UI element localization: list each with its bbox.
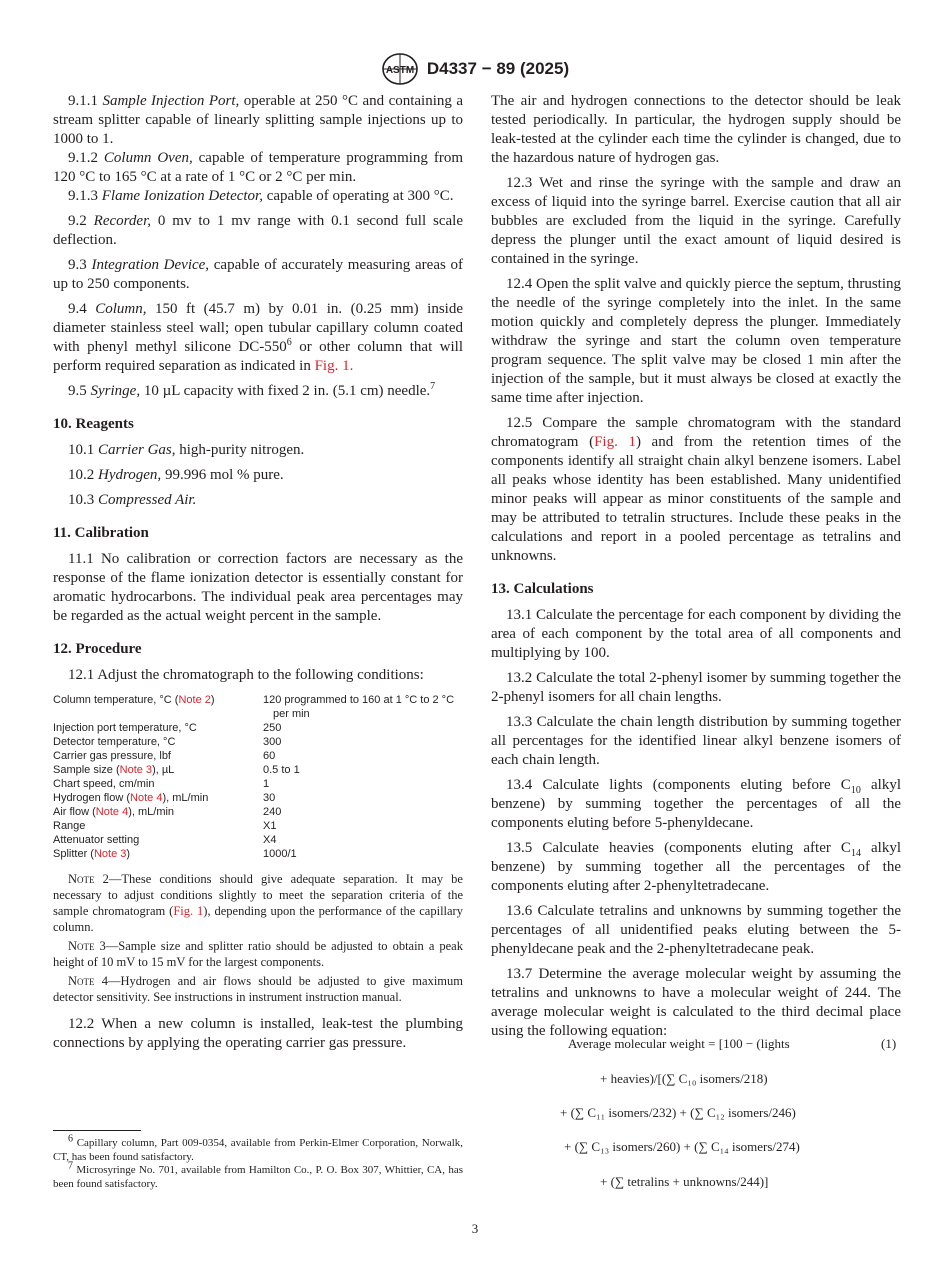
note-3: Note 3—Sample size and splitter ratio should be adjusted to obtain a peak height of 10 mV to 15 mV for the largest components.: [53, 939, 463, 969]
condition-value: X1: [263, 820, 277, 832]
condition-value: 240: [263, 806, 282, 818]
condition-label: Attenuator setting: [53, 834, 140, 846]
section-13-3: 13.3 Calculate the chain length distribution by summing together all percentages for the identified linear alkyl benzene isomers of each chain length.: [491, 714, 901, 768]
note-ref-link[interactable]: Note 4: [95, 806, 129, 818]
heading-calculations: 13. Calculations: [491, 581, 594, 597]
fig-1-link[interactable]: Fig. 1.: [314, 358, 354, 374]
note-ref-link[interactable]: Note 3: [119, 764, 153, 776]
condition-label: Carrier gas pressure, lbf: [53, 750, 171, 762]
condition-row: [53, 819, 463, 833]
section-12-1: 12.1 Adjust the chromatograph to the following conditions:: [68, 667, 424, 683]
condition-value: 250: [263, 722, 282, 734]
condition-label: Sample size (Note 3), µL: [53, 764, 175, 776]
section-9-3: 9.3 Integration Device, capable of accurately measuring areas of up to 250 components.: [53, 257, 464, 292]
footnote-7: $^7$ Microsyringe No. 701, available from Hamilton Co., P. O. Box 307, Whittier, CA, has been found satisfactory.: [53, 1160, 464, 1190]
section-12-5: 12.5 Compare the sample chromatogram with the standard chromatogram (Fig. 1) and from the retention times of the components identify all straight chain alkyl benzene isomers. Label all peaks whose identity has been established. Many unidentified minor peaks will appear as minor constituents of the sample and may be attributed to tetralin structures. Include these peaks in the calculations and report in a pooled percentage as tetralins and unknowns.: [491, 415, 901, 564]
condition-value: 300: [263, 736, 282, 748]
condition-label: Air flow (Note 4), mL/min: [53, 806, 175, 818]
section-12-3: 12.3 Wet and rinse the syringe with the sample and draw an excess of liquid into the syringe barrel. Exercise caution that all air bubbles are excluded from the liquid in the syringe. Carefully depress the plunger until the exact amount of liquid desired is contained in the syringe.: [491, 175, 901, 267]
condition-label: Chart speed, cm/min: [53, 778, 155, 790]
condition-row: [53, 833, 463, 847]
section-10-2: 10.2 Hydrogen, 99.996 mol % pure.: [68, 467, 284, 483]
section-13-2: 13.2 Calculate the total 2-phenyl isomer by summing together the 2-phenyl isomers for all chain lengths.: [491, 670, 901, 705]
section-9-1-2: 9.1.2 Column Oven, capable of temperature programming from 120 °C to 165 °C at a rate of 1 °C or 2 °C per min.: [53, 150, 464, 185]
heading-reagents: 10. Reagents: [53, 416, 134, 432]
section-13-7: 13.7 Determine the average molecular weight by assuming the tetralins and unknowns to have a molecular weight of 244. The average molecular weight is calculated to the third decimal place using the following equation:: [491, 966, 902, 1039]
fig-1-link[interactable]: Fig. 1: [173, 904, 204, 918]
section-11-1: 11.1 No calibration or correction factors are necessary as the response of the flame ionization detector is essentially constant for aromatic hydrocarbons. The individual peak area percentages may be regarded as the actual weight percent in the sample.: [53, 551, 464, 624]
page-number: 3: [471, 1221, 479, 1236]
note-ref-link[interactable]: Note 2: [178, 694, 211, 706]
note-4: Note 4—Hydrogen and air flows should be adjusted to give maximum detector sensitivity. See instructions in instrument instruction manual.: [53, 974, 463, 1004]
condition-value: 0.5 to 1: [263, 764, 300, 776]
section-10-1: 10.1 Carrier Gas, high-purity nitrogen.: [68, 442, 305, 458]
condition-row: [53, 805, 463, 819]
section-13-6: 13.6 Calculate tetralins and unknowns by summing together the percentages of all unidentified peaks eluting between the 5-phenyldecane peak and the 2-phenyltetradecane peak.: [491, 903, 901, 957]
section-9-5: 9.5 Syringe, 10 µL capacity with fixed 2 in. (5.1 cm) needle.$^7$: [68, 381, 436, 399]
note-ref-link[interactable]: Note 3: [93, 848, 127, 860]
section-9-2: 9.2 Recorder, 0 mv to 1 mv range with 0.1 second full scale deflection.: [53, 213, 464, 248]
condition-row: [53, 749, 463, 763]
condition-label: Splitter (Note 3): [53, 848, 131, 860]
condition-row: [53, 693, 463, 721]
condition-row: [53, 791, 463, 805]
equation-line-1: Average molecular weight = [100 − (lights: [568, 1036, 790, 1051]
section-13-4: 13.4 Calculate lights (components eluting before $C_{10}$ alkyl benzene) by summing together the percentages of all the components eluting before 5-phenyldecane.: [491, 777, 901, 831]
right-column: [491, 92, 901, 1047]
equation-line-5: + (∑ tetralins + unknowns/244)]: [600, 1174, 769, 1189]
condition-row: [53, 735, 463, 749]
equation-line-2: + heavies)/[(∑ C₁₀ isomers/218): [600, 1071, 768, 1086]
heading-procedure: 12. Procedure: [53, 641, 142, 657]
section-9-4: 9.4 Column, 150 ft (45.7 m) by 0.01 in. (0.25 mm) inside diameter stainless steel wall; open tubular capillary column coated with phenyl methyl silicone $DC-550^6$ or other column that will perform required separation as indicated in Fig. 1.: [53, 301, 463, 374]
condition-row: [53, 721, 463, 735]
condition-value: X4: [263, 834, 277, 846]
equation-number: (1): [881, 1036, 897, 1051]
conditions-table: [53, 693, 463, 861]
condition-value: 60: [263, 750, 276, 762]
condition-value: 1: [263, 778, 270, 790]
note-ref-link[interactable]: Note 4: [130, 792, 163, 804]
section-12-2-continued: The air and hydrogen connections to the detector should be leak tested periodically. In particular, the hydrogen supply should be leak-tested at the cylinder each time the cylinder is changed, due to the hazardous nature of hydrogen gas.: [491, 93, 901, 166]
condition-value: 1000/1: [263, 848, 297, 860]
section-13-5: 13.5 Calculate heavies (components eluting after $C_{14}$ alkyl benzene) by summing together all the percentages of the components eluting after 2-phenyltetradecane.: [491, 840, 902, 894]
section-12-4: 12.4 Open the split valve and quickly pierce the septum, thrusting the needle of the syringe completely into the inlet. In the same motion quickly and completely depress the plunger. Immediately withdraw the syringe and start the column oven temperature program sequence. The split valve may be closed 1 min after the injection of the sample, but it must always be closed at exactly the same time after injection.: [491, 276, 902, 406]
section-10-3: 10.3 Compressed Air.: [68, 492, 197, 508]
document-id: D4337 − 89 (2025): [426, 59, 570, 78]
condition-value: 30: [263, 792, 276, 804]
equation-line-4: + (∑ C₁₃ isomers/260) + (∑ C₁₄ isomers/274): [564, 1139, 800, 1154]
footnote-6: $^6$ Capillary column, Part 009-0354, available from Perkin-Elmer Corporation, Norwalk, CT, has been found satisfactory.: [53, 1133, 464, 1163]
equation-line-3: + (∑ C₁₁ isomers/232) + (∑ C₁₂ isomers/246): [560, 1105, 796, 1120]
heading-calibration: 11. Calibration: [53, 525, 149, 541]
left-column: [53, 92, 463, 1059]
condition-label: Hydrogen flow (Note 4), mL/min: [53, 792, 209, 804]
footnote-divider: [53, 1130, 141, 1131]
condition-label: Range: [53, 820, 86, 832]
condition-label: Detector temperature, °C: [53, 736, 176, 748]
section-13-1: 13.1 Calculate the percentage for each component by dividing the area of each component by the total area of all components and multiplying by 100.: [491, 607, 901, 661]
condition-label: Injection port temperature, °C: [53, 722, 197, 734]
fig-1-link[interactable]: Fig. 1: [594, 434, 636, 450]
condition-label: Column temperature, °C (Note 2): [53, 694, 215, 706]
condition-row: [53, 763, 463, 777]
section-9-1-3: 9.1.3 Flame Ionization Detector, capable of operating at 300 °C.: [68, 188, 454, 204]
note-2: Note 2—These conditions should give adequate separation. It may be necessary to adjust conditions slightly to meet the separation criteria of the sample chromatogram (Fig. 1), depending upon the performance of the capillary column.: [53, 872, 463, 934]
svg-text:ASTM: ASTM: [385, 65, 415, 76]
condition-row: [53, 847, 463, 861]
section-12-2: 12.2 When a new column is installed, leak-test the plumbing connections by applying the operating carrier gas pressure.: [53, 1016, 464, 1051]
astm-logo-icon: [381, 52, 419, 86]
condition-value: 120 programmed to 160 at 1 °C to 2 °C per min: [263, 694, 455, 720]
condition-row: [53, 777, 463, 791]
page-header: [0, 52, 950, 86]
section-9-1-1: 9.1.1 Sample Injection Port, operable at 250 °C and containing a stream splitter capable of linearly splitting sample injections up to 1000 to 1.: [53, 93, 463, 147]
